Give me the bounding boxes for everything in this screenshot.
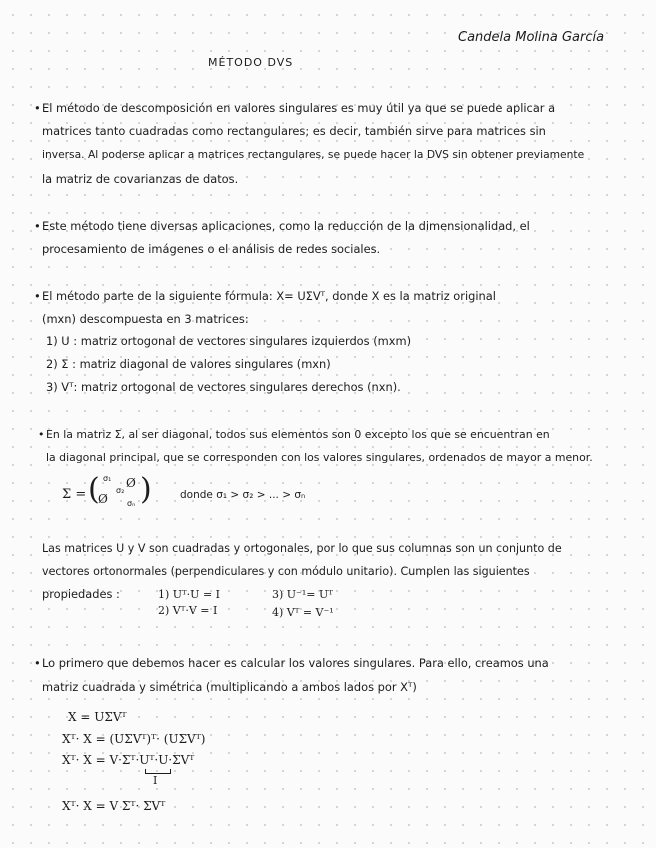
page-title: MÉTODO DVS (208, 56, 294, 69)
text-line: • Lo primero que debemos hacer es calcular los valores singulares. Para ello, creamos una (42, 656, 549, 670)
underbrace (145, 769, 171, 774)
text-line: procesamiento de imágenes o el análisis de redes sociales. (42, 242, 381, 256)
list-item: 3) Vᵀ: matriz ortogonal de vectores singulares derechos (nxn). (46, 380, 401, 394)
sigma-2: σ₂ (116, 486, 125, 495)
text-line: • Este método tiene diversas aplicaciones, como la reducción de la dimensionalidad, el (42, 219, 530, 233)
text-line: inversa. Al poderse aplicar a matrices rectangulares, se puede hacer la DVS sin obtener previamente (42, 148, 585, 161)
list-item: 1) U : matriz ortogonal de vectores singulares izquierdos (mxm) (46, 334, 412, 348)
identity-label: I (153, 774, 158, 787)
equation-4: Xᵀ· X = V Σᵀ· ΣVᵀ (62, 799, 166, 813)
property-2: 2) Vᵀ·V = I (158, 604, 218, 617)
sigma-1: σ₁ (103, 474, 112, 483)
text-line: propiedades : (42, 587, 120, 601)
property-1: 1) Uᵀ·U = I (158, 588, 220, 601)
text-line: matriz cuadrada y simétrica (multiplicando a ambos lados por Xᵀ) (42, 680, 417, 694)
zero-upper: Ø (126, 476, 136, 490)
equation-2: Xᵀ· X = (UΣVᵀ)ᵀ· (UΣVᵀ) (62, 732, 206, 746)
text-line: matrices tanto cuadradas como rectangulares; es decir, también sirve para matrices sin (42, 124, 546, 138)
zero-lower: Ø (98, 492, 108, 506)
text-line: • El método parte de la siguiente fórmula: X= UΣVᵀ, donde X es la matriz original (42, 289, 496, 303)
equation-1: X = UΣVᵀ (68, 710, 127, 724)
text-line: la matriz de covarianzas de datos. (42, 172, 239, 186)
left-paren: ( (88, 472, 100, 507)
sigma-condition: donde σ₁ > σ₂ > ... > σₙ (180, 489, 306, 501)
text-line: • El método de descomposición en valores singulares es muy útil ya que se puede aplicar a (42, 101, 555, 115)
right-paren: ) (140, 472, 152, 507)
list-item: 2) Σ : matriz diagonal de valores singulares (mxn) (46, 357, 331, 371)
text-line: vectores ortonormales (perpendiculares y con módulo unitario). Cumplen las siguientes (42, 565, 530, 578)
equation-3: Xᵀ· X = V·Σᵀ·Uᵀ·U·ΣVᵀ (62, 753, 195, 767)
text-line: • En la matriz Σ, al ser diagonal, todos sus elementos son 0 excepto los que se encuentran en (46, 428, 550, 441)
text-line: (mxn) descompuesta en 3 matrices: (42, 312, 249, 326)
property-4: 4) Vᵀ = V⁻¹ (272, 606, 334, 619)
sigma-n: σₙ (127, 499, 136, 508)
sigma-lhs: Σ = (62, 487, 87, 502)
text-line: Las matrices U y V son cuadradas y ortogonales, por lo que sus columnas son un conjunto de (42, 542, 562, 555)
property-3: 3) U⁻¹= Uᵀ (272, 588, 333, 601)
author-name: Candela Molina García (458, 30, 605, 45)
text-line: la diagonal principal, que se corresponden con los valores singulares, ordenados de mayor a menor. (46, 451, 593, 464)
